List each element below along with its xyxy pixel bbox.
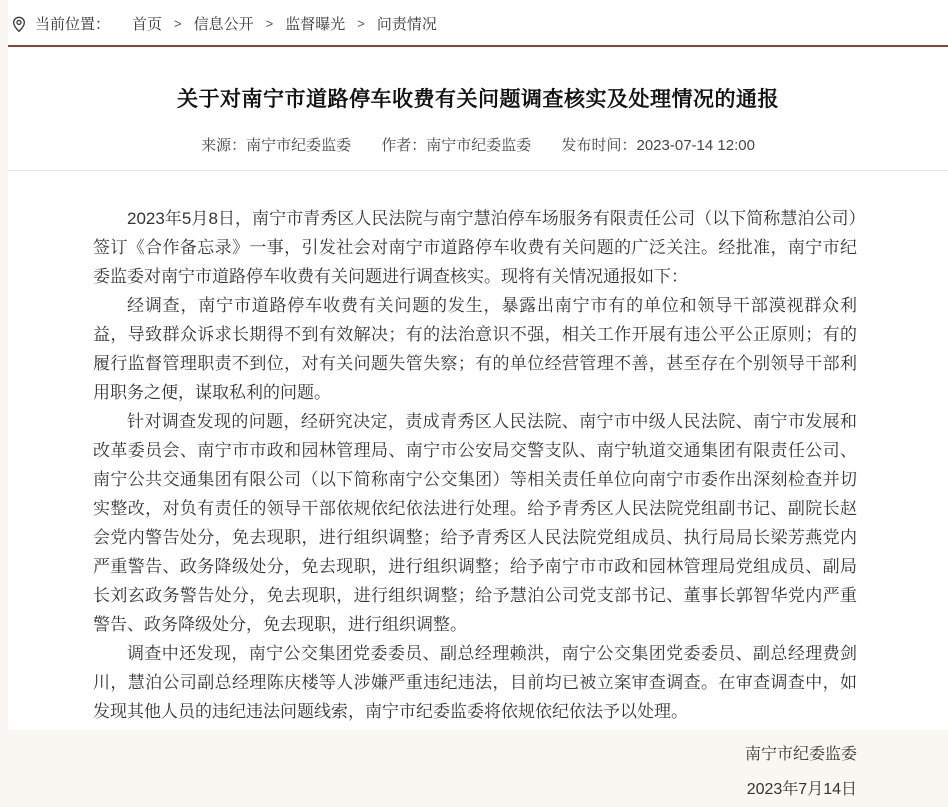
meta-author bbox=[381, 137, 531, 154]
article-page bbox=[8, 0, 948, 798]
meta-source-label: 来源： bbox=[201, 137, 247, 154]
meta-publish-value: 2023-07-14 12:00 bbox=[636, 137, 755, 154]
paragraph: 调查中还发现，南宁公交集团党委委员、副总经理赖洪，南宁公交集团党委委员、副总经理费剑川，慧泊公司副总经理陈庆楼等人涉嫌严重违纪违法，目前均已被立案审查调查。在审查调查中，如发现其他人员的违纪违法问题线索，南宁市纪委监委将依规依纪依法予以处理。 bbox=[93, 644, 857, 721]
meta-source bbox=[201, 137, 351, 154]
meta-publish-label: 发布时间： bbox=[561, 137, 637, 154]
paragraph: 经调查，南宁市道路停车收费有关问题的发生，暴露出南宁市有的单位和领导干部漠视群众利益，导致群众诉求长期得不到有效解决；有的法治意识不强，相关工作开展有违公平公正原则；有的履行监督管理职责不到位，对有关问题失管失察；有的单位经营管理不善，甚至存在个别领导干部利用职务之便，谋取私利的问题。 bbox=[93, 296, 857, 402]
meta-source-value: 南宁市纪委监委 bbox=[246, 137, 352, 154]
article-meta bbox=[8, 134, 948, 155]
location-pin-icon bbox=[11, 15, 27, 33]
article-signature bbox=[93, 737, 857, 807]
breadcrumb-separator: > bbox=[174, 16, 182, 31]
meta-author-value: 南宁市纪委监委 bbox=[426, 137, 532, 154]
meta-divider bbox=[8, 170, 948, 171]
article-title: 关于对南宁市道路停车收费有关问题调查核实及处理情况的通报 bbox=[177, 88, 779, 111]
meta-author-label: 作者： bbox=[381, 137, 427, 154]
breadcrumb-item-accountability[interactable]: 问责情况 bbox=[376, 16, 437, 33]
breadcrumb-item-info-disclosure[interactable]: 信息公开 bbox=[193, 16, 254, 33]
article-body bbox=[93, 204, 857, 726]
breadcrumb-separator: > bbox=[265, 16, 274, 31]
breadcrumb bbox=[8, 0, 948, 47]
breadcrumb-item-home[interactable]: 首页 bbox=[132, 16, 163, 33]
meta-publish-time bbox=[561, 137, 754, 154]
signature-org: 南宁市纪委监委 bbox=[744, 746, 857, 763]
breadcrumb-separator: > bbox=[357, 16, 365, 31]
breadcrumb-label: 当前位置： bbox=[35, 16, 111, 33]
breadcrumb-item-supervision-exposure[interactable]: 监督曝光 bbox=[285, 16, 346, 33]
signature-date: 2023年7月14日 bbox=[746, 781, 857, 798]
paragraph: 2023年5月8日，南宁市青秀区人民法院与南宁慧泊停车场服务有限责任公司（以下简称慧泊公司）签订《合作备忘录》一事，引发社会对南宁市道路停车收费有关问题的广泛关注。经批准，南宁市纪委监委对南宁市道路停车收费有关问题进行调查核实。现将有关情况通报如下： bbox=[93, 209, 857, 286]
paragraph: 针对调查发现的问题，经研究决定，责成青秀区人民法院、南宁市中级人民法院、南宁市发展和改革委员会、南宁市市政和园林管理局、南宁市公安局交警支队、南宁轨道交通集团有限责任公司、南宁公共交通集团有限公司（以下简称南宁公交集团）等相关责任单位向南宁市委作出深刻检查并切实整改，对负有责任的领导干部依规依纪依法进行处理。给予青秀区人民法院党组副书记、副院长赵会党内警告处分，免去现职，进行组织调整；给予青秀区人民法院党组成员、执行局局长梁芳燕党内严重警告、政务降级处分，免去现职，进行组织调整；给予南宁市市政和园林管理局党组成员、副局长刘玄政务警告处分，免去现职，进行组织调整；给予慧泊公司党支部书记、董事长郭智华党内严重警告、政务降级处分，免去现职，进行组织调整。 bbox=[93, 412, 857, 634]
